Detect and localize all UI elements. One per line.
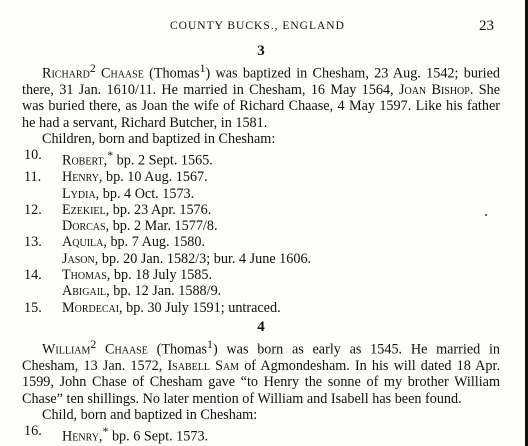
child-entry: Lydia, bp. 4 Oct. 1573.: [62, 185, 195, 202]
section-3-paragraph: Richard$^2$ Chaase (Thomas$^1$) was baptized in Chesham, 23 Aug. 1542; buried there, 31 Jan. 1610/11. He married in Chesham, 16 May 1564, Joan Bishop. She was buried there, as Joan the wife of Richard Chaase, 4 May 1597. Like his father he had a servant, Richard Butcher, in 1581.: [22, 61, 501, 131]
child-entry: 10. Robert,* bp. 2 Sept. 1565.: [24, 147, 213, 169]
children-list: [22, 147, 500, 316]
child-entry: Dorcas, bp. 2 Mar. 1577/8.: [62, 218, 218, 235]
child-entry: 12. Ezekiel, bp. 23 Apr. 1576.: [24, 201, 212, 218]
section-number-3: 3: [257, 43, 265, 59]
child-entry: 14. Thomas, bp. 18 July 1585.: [24, 267, 213, 284]
running-title: COUNTY BUCKS., ENGLAND: [170, 20, 345, 32]
section-number-4: 4: [257, 318, 265, 335]
children-list: [22, 423, 500, 445]
child-entry: Jason, bp. 20 Jan. 1582/3; bur. 4 June 1606.: [62, 250, 312, 267]
running-head: [0, 18, 528, 38]
page-body: [22, 40, 500, 445]
child-entry: 13. Aquila, bp. 7 Aug. 1580.: [24, 234, 206, 251]
child-entry: Abigail, bp. 12 Jan. 1588/9.: [62, 283, 222, 300]
children-intro: Child, born and baptized in Chesham:: [42, 406, 258, 423]
child-entry: 15. Mordecai, bp. 30 July 1591; untraced.: [24, 299, 281, 316]
ink-speck: [485, 214, 487, 216]
page-number: 23: [479, 18, 494, 34]
section-4-paragraph: William$^2$ Chaase (Thomas$^1$) was born as early as 1545. He married in Chesham, 13 Jan. 1572, Isabell Sam of Agmondesham. In his will dated 18 Apr. 1599, John Chase of Chesham gave “to Henry the sonne of my brother William Chase” ten shillings. No later mention of William and Isabell has been found.: [22, 336, 500, 407]
child-entry: 11. Henry, bp. 10 Aug. 1567.: [24, 169, 208, 186]
children-intro: Children, born and baptized in Chesham:: [42, 130, 276, 147]
child-entry: 16. Henry,* bp. 6 Sept. 1573.: [24, 423, 209, 445]
